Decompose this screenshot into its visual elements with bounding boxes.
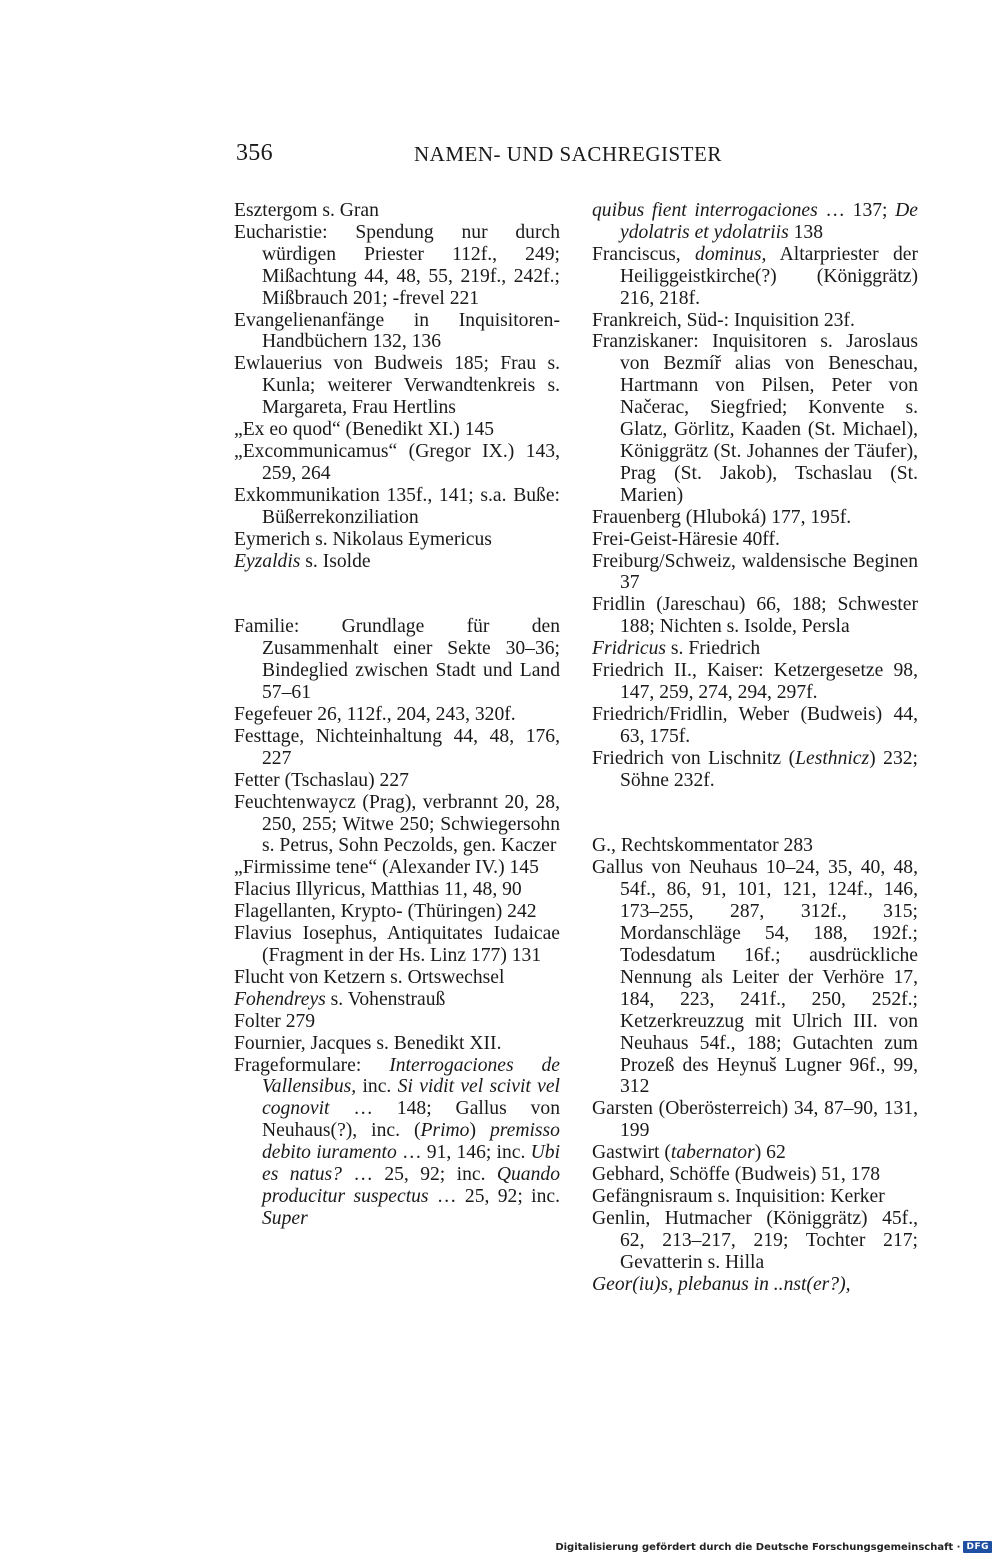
index-entry: Fohendreys s. Vohenstrauß [234,988,446,1010]
right-index-column [592,200,918,1296]
index-entry-continuation: quibus fient interrogaciones … 137; De ydolatris et ydolatriis 138 [592,200,919,243]
running-title: NAMEN- UND SACHREGISTER [414,142,722,166]
left-index-column [234,200,560,1230]
index-entry: Gefängnisraum s. Inquisition: Kerker [592,1185,885,1207]
index-entry: „Excommunicamus“ (Gregor IX.) 143, 259, 264 [234,440,560,484]
index-entry: Geor(iu)s, plebanus in ..nst(er?), [592,1273,851,1295]
index-entry: Fournier, Jacques s. Benedikt XII. [234,1032,502,1054]
index-entry: Frauenberg (Hluboká) 177, 195f. [592,506,852,528]
index-entry: Eyzaldis s. Isolde [234,550,371,572]
page-number: 356 [236,140,273,166]
index-entry: Fegefeuer 26, 112f., 204, 243, 320f. [234,704,516,726]
index-entry: Eucharistie: Spendung nur durch würdigen Priester 112f., 249; Mißachtung 44, 48, 55, 219f., 242f.; Mißbrauch 201; -frevel 221 [234,221,560,309]
index-entry: Fridlin (Jareschau) 66, 188; Schwester 188; Nichten s. Isolde, Persla [592,594,918,638]
index-entry: „Firmissime tene“ (Alexander IV.) 145 [234,857,539,879]
letter-section-gap [592,791,918,835]
index-entry: Gallus von Neuhaus 10–24, 35, 40, 48, 54f., 86, 91, 101, 121, 124f., 146, 173–255, 287, 312f., 315; Mordanschläge 54, 188, 192f.; Todesdatum 16f.; ausdrückliche Nennung als Leiter der Verhöre 17, 184, 223, 241f., 250, 252f.; Ketzerkreuzzug mit Ulrich III. von Neuhaus 54f., 188; Gutachten zum Prozeß des Heynuš Lugner 96f., 99, 312 [592,857,918,1098]
index-entry: Gebhard, Schöffe (Budweis) 51, 178 [592,1164,881,1186]
index-entry: Feuchtenwaycz (Prag), verbrannt 20, 28, 250, 255; Witwe 250; Schwiegersohn s. Petrus, Sohn Peczolds, gen. Kaczer [234,791,560,857]
funding-footer [555,1541,992,1553]
index-entry: Eymerich s. Nikolaus Eymericus [234,528,492,550]
index-entry: Friedrich von Lischnitz (Lesthnicz) 232; Söhne 232f. [592,747,918,791]
index-entry: Garsten (Oberösterreich) 34, 87–90, 131, 199 [592,1098,918,1142]
index-entry: Flucht von Ketzern s. Ortswechsel [234,966,505,988]
index-entry: Flacius Illyricus, Matthias 11, 48, 90 [234,879,522,901]
index-entry: Franziskaner: Inquisitoren s. Jaroslaus von Bezmíř alias von Beneschau, Hartmann von Pilsen, Peter von Načerac, Siegfried; Konvente s. Glatz, Görlitz, Kaaden (St. Michael), Königgrätz (St. Johannes der Täufer), Prag (St. Jakob), Tschaslau (St. Marien) [592,331,918,506]
index-entry: Franciscus, dominus, Altarpriester der Heiliggeistkirche(?) (Königgrätz) 216, 218f. [592,243,918,309]
index-entry: Frei-Geist-Häresie 40ff. [592,528,780,550]
letter-section-gap [234,572,560,616]
index-entry: Festtage, Nichteinhaltung 44, 48, 176, 227 [234,725,560,769]
index-entry: Freiburg/Schweiz, waldensische Beginen 37 [592,550,918,594]
funding-note: Digitalisierung gefördert durch die Deutsche Forschungsgemeinschaft · [555,1541,961,1553]
dfg-logo: DFG [963,1541,992,1553]
index-entry: Frageformulare: Interrogaciones de Vallensibus, inc. Si vidit vel scivit vel cognovit … 148; Gallus von Neuhaus(?), inc. (Primo) premisso debito iuramento … 91, 146; inc. Ubi es natus? … 25, 92; inc. Quando producitur suspectus … 25, 92; inc. Super [234,1054,561,1229]
index-entry: Friedrich/Fridlin, Weber (Budweis) 44, 63, 175f. [592,703,918,747]
index-entry: Frankreich, Süd-: Inquisition 23f. [592,309,855,331]
index-entry: Ewlauerius von Budweis 185; Frau s. Kunla; weiterer Verwandtenkreis s. Margareta, Frau Hertlins [234,353,560,419]
index-entry: G., Rechtskommentator 283 [592,835,813,857]
index-entry: Fridricus s. Friedrich [592,638,761,660]
index-entry: Genlin, Hutmacher (Königgrätz) 45f., 62, 213–217, 219; Tochter 217; Gevatterin s. Hilla [592,1207,918,1273]
index-entry: „Ex eo quod“ (Benedikt XI.) 145 [234,419,495,441]
index-entry: Evangelienanfänge in Inquisitoren-Handbüchern 132, 136 [234,309,560,353]
index-entry: Esztergom s. Gran [234,200,379,221]
index-entry: Friedrich II., Kaiser: Ketzergesetze 98, 147, 259, 274, 294, 297f. [592,660,918,703]
index-entry: Flavius Iosephus, Antiquitates Iudaicae (Fragment in der Hs. Linz 177) 131 [234,923,560,966]
index-entry: Flagellanten, Krypto- (Thüringen) 242 [234,901,537,923]
index-entry: Exkommunikation 135f., 141; s.a. Buße: Büßerrekonziliation [234,484,560,528]
index-entry: Folter 279 [234,1010,316,1032]
page-header [236,140,920,174]
index-entry: Fetter (Tschaslau) 227 [234,769,409,791]
index-entry: Gastwirt (tabernator) 62 [592,1142,786,1164]
index-entry: Familie: Grundlage für den Zusammenhalt einer Sekte 30–36; Bindeglied zwischen Stadt und Land 57–61 [234,616,560,704]
